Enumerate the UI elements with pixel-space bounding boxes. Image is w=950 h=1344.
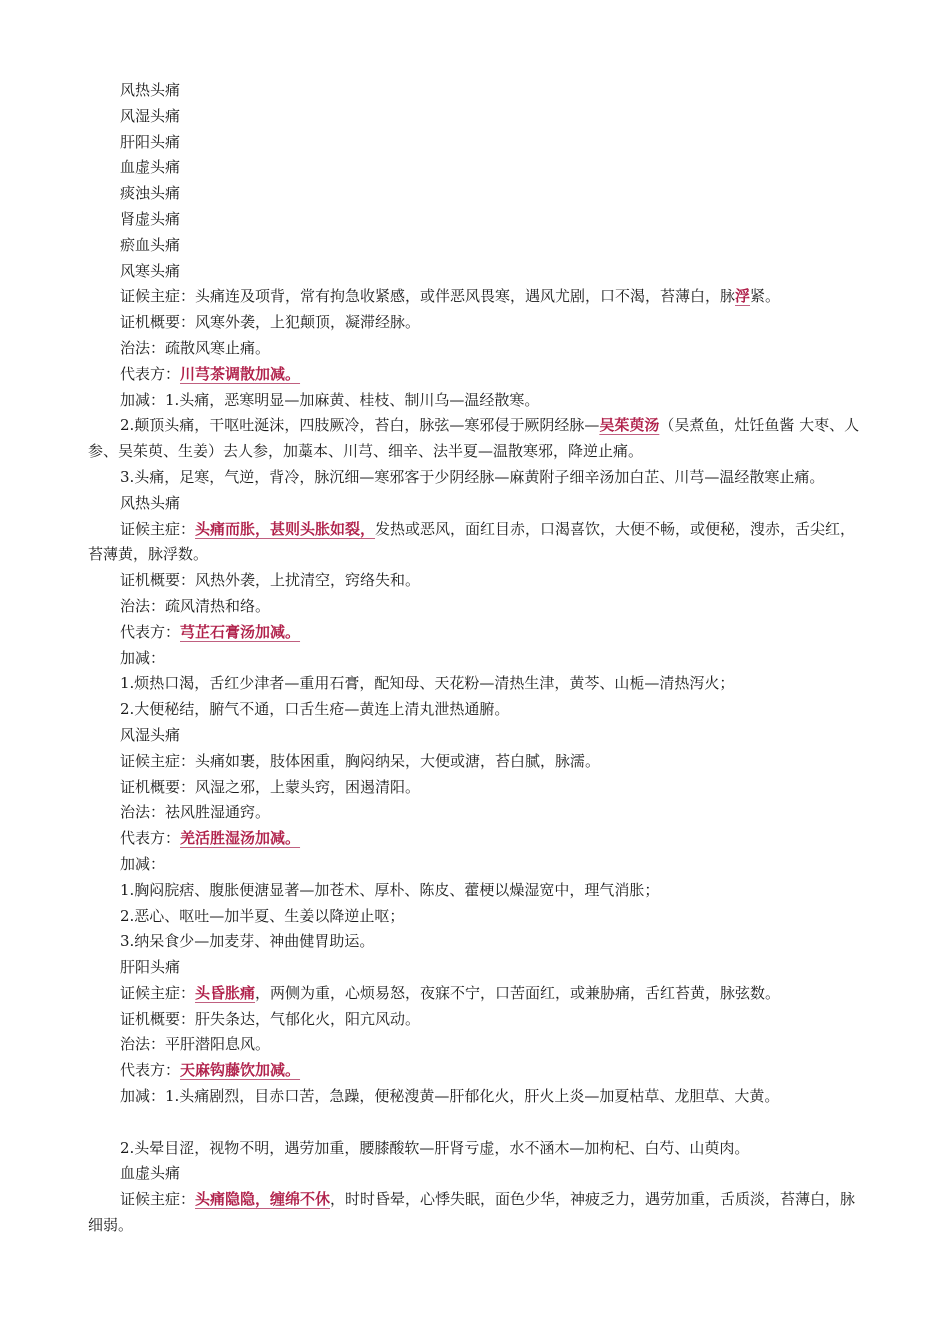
fengre-formula: 代表方：芎芷石膏汤加减。	[120, 622, 301, 641]
fengshi-formula: 代表方：羌活胜湿汤加减。	[120, 829, 301, 848]
section-title-fengshi: 风湿头痛	[120, 725, 181, 744]
fenghan-symptoms: 证候主症：头痛连及项背，常有拘急收紧感，或伴恶风畏寒，遇风尤剧，口不渴，苔薄白，脉浮紧。	[120, 287, 781, 306]
fengshi-modification-1: 1.胸闷脘痞、腹胀便溏显著—加苍术、厚朴、陈皮、藿梗以燥湿宽中，理气消胀；	[120, 880, 660, 899]
fenghan-mechanism: 证机概要：风寒外袭，上犯颠顶，凝滞经脉。	[120, 313, 421, 332]
fengshi-treatment: 治法：祛风胜湿通窍。	[120, 803, 271, 822]
fenghan-formula: 代表方：川芎茶调散加减。	[120, 364, 301, 383]
fenghan-modification-2: 2.颠顶头痛，干呕吐涎沫，四肢厥冷，苔白，脉弦—寒邪侵于厥阴经脉—吴茱萸汤（吴煮鱼，灶饪鱼酱 大枣、人参、吴茱萸、生姜）去人参，加藁本、川芎、细辛、法半夏—温散寒邪，降逆止痛。	[88, 416, 860, 461]
fengre-modification-1: 1.烦热口渴，舌红少津者—重用石膏，配知母、天花粉—清热生津，黄芩、山栀—清热泻火；	[120, 674, 735, 693]
fengre-treatment: 治法：疏风清热和络。	[120, 596, 271, 615]
highlight-text: 吴茱萸汤	[599, 416, 660, 435]
fengshi-modification-label: 加减：	[120, 854, 166, 873]
xuexu-symptoms: 证候主症：头痛隐隐，缠绵不休，时时昏晕，心悸失眠，面色少华，神疲乏力，遇劳加重，舌质淡，苔薄白，脉细弱。	[88, 1190, 856, 1235]
section-title-fenghan: 风寒头痛	[120, 261, 181, 280]
highlight-text: 川芎茶调散加减。	[180, 364, 301, 383]
highlight-text: 芎芷石膏汤加减。	[180, 622, 301, 641]
highlight-text: 头痛隐隐，缠绵不休	[195, 1190, 331, 1209]
fengre-modification-2: 2.大便秘结，腑气不通，口舌生疮—黄连上清丸泄热通腑。	[120, 700, 510, 719]
highlight-text: 羌活胜湿汤加减。	[180, 829, 301, 848]
section-title-fengre: 风热头痛	[120, 493, 181, 512]
fengre-symptoms: 证候主症：头痛而胀，甚则头胀如裂，发热或恶风，面红目赤，口渴喜饮，大便不畅，或便秘，溲赤，舌尖红，苔薄黄，脉浮数。	[88, 519, 856, 564]
fenghan-treatment: 治法：疏散风寒止痛。	[120, 338, 271, 357]
section-title-xuexu: 血虚头痛	[120, 1164, 181, 1183]
toc-item: 风热头痛	[120, 81, 181, 99]
toc-item: 肾虚头痛	[120, 209, 181, 228]
fengshi-modification-2: 2.恶心、呕吐—加半夏、生姜以降逆止呕；	[120, 906, 405, 925]
fengre-modification-label: 加减：	[120, 648, 166, 667]
blank-line	[88, 1110, 868, 1136]
toc-item: 肝阳头痛	[120, 132, 181, 151]
highlight-text: 头痛而胀，甚则头胀如裂，	[195, 519, 376, 538]
highlight-text: 头昏胀痛	[195, 983, 256, 1002]
document-body	[88, 78, 868, 1239]
fengshi-modification-3: 3.纳呆食少—加麦芽、神曲健胃助运。	[120, 932, 375, 951]
ganyang-symptoms: 证候主症：头昏胀痛，两侧为重，心烦易怒，夜寐不宁，口苦面红，或兼胁痛，舌红苔黄，脉弦数。	[120, 983, 781, 1002]
ganyang-modification-1: 加减：1.头痛剧烈，目赤口苦，急躁，便秘溲黄—肝郁化火，肝火上炎—加夏枯草、龙胆草、大黄。	[120, 1087, 780, 1106]
ganyang-mechanism: 证机概要：肝失条达，气郁化火，阳亢风动。	[120, 1009, 421, 1028]
fenghan-modification-3: 3.头痛，足寒，气逆，背冷，脉沉细—寒邪客于少阴经脉—麻黄附子细辛汤加白芷、川芎—温经散寒止痛。	[120, 467, 825, 486]
toc-item: 瘀血头痛	[120, 235, 181, 254]
ganyang-modification-2: 2.头晕目涩，视物不明，遇劳加重，腰膝酸软—肝肾亏虚，水不涵木—加枸杞、白芍、山萸肉。	[120, 1138, 750, 1157]
ganyang-treatment: 治法：平肝潜阳息风。	[120, 1035, 271, 1054]
toc-item: 痰浊头痛	[120, 184, 181, 203]
section-title-ganyang: 肝阳头痛	[120, 958, 181, 977]
fengre-mechanism: 证机概要：风热外袭，上扰清空，窍络失和。	[120, 571, 421, 590]
toc-item: 血虚头痛	[120, 158, 181, 177]
toc-item: 风湿头痛	[120, 106, 181, 125]
fengshi-symptoms: 证候主症：头痛如裹，肢体困重，胸闷纳呆，大便或溏，苔白腻，脉濡。	[120, 751, 601, 770]
highlight-text: 天麻钩藤饮加减。	[180, 1061, 301, 1080]
highlight-text: 浮	[735, 287, 751, 306]
ganyang-formula: 代表方：天麻钩藤饮加减。	[120, 1061, 301, 1080]
fenghan-modification-1: 加减：1.头痛，恶寒明显—加麻黄、桂枝、制川乌—温经散寒。	[120, 390, 540, 409]
fengshi-mechanism: 证机概要：风湿之邪，上蒙头窍，困遏清阳。	[120, 777, 421, 796]
